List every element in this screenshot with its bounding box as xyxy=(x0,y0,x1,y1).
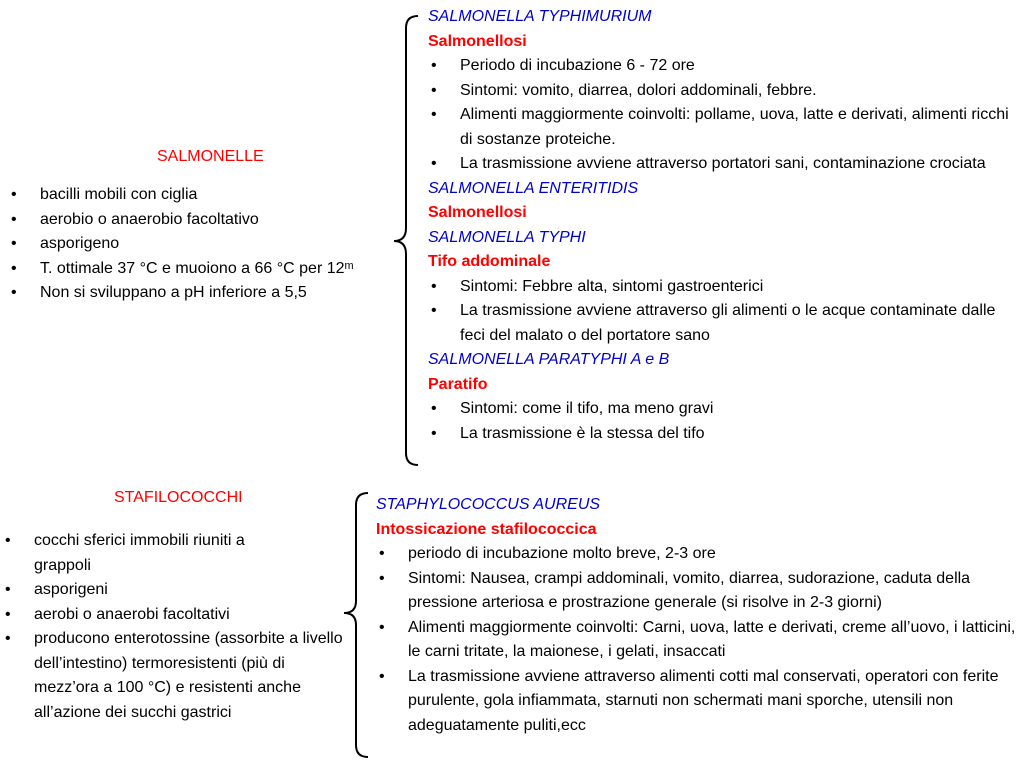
species-name: STAPHYLOCOCCUS AUREUS xyxy=(376,496,601,513)
list-item: • Sintomi: Febbre alta, sintomi gastroenterici xyxy=(428,275,1018,300)
list-item: • La trasmissione avviene attraverso portatori sani, contaminazione crociata xyxy=(428,152,1018,177)
list-item: • Sintomi: vomito, diarrea, dolori addominali, febbre. xyxy=(428,79,1018,104)
list-item: • La trasmissione è la stessa del tifo xyxy=(428,422,1018,447)
list-item: • T. ottimale 37 °C e muoiono a 66 °C per 12ᵐ xyxy=(8,257,360,282)
list-item: • Alimenti maggiormente coinvolti: pollame, uova, latte e derivati, alimenti ricchi di sostanze proteiche. xyxy=(428,103,1018,152)
disease-name: Tifo addominale xyxy=(428,253,551,270)
salmonelle-brace xyxy=(394,16,418,465)
salmonelle-title: SALMONELLE xyxy=(157,148,264,165)
list-item: • producono enterotossine (assorbite a livello dell’intestino) termoresistenti (più di mezz’ora a 100 °C) e resistenti anche all’azione dei succhi gastrici xyxy=(2,627,352,725)
list-item: • periodo di incubazione molto breve, 2-3 ore xyxy=(376,542,1020,567)
list-item: • La trasmissione avviene attraverso gli alimenti o le acque contaminate dalle feci del malato o del portatore sano xyxy=(428,299,1018,348)
list-item: • aerobi o anaerobi facoltativi xyxy=(2,603,354,628)
list-item: • aerobio o anaerobio facoltativo xyxy=(8,208,380,233)
disease-name: Paratifo xyxy=(428,375,488,393)
disease-name: Salmonellosi xyxy=(428,204,527,221)
list-item: • cocchi sferici immobili riuniti a grappoli xyxy=(2,529,302,578)
list-item: • bacilli mobili con ciglia xyxy=(8,183,380,208)
stafilococchi-title: STAFILOCOCCHI xyxy=(114,489,243,506)
species-name: SALMONELLA TYPHI xyxy=(428,228,586,246)
species-name: SALMONELLA PARATYPHI A e B xyxy=(428,351,670,368)
stafilococchi-brace xyxy=(344,493,368,757)
list-item: • Non si sviluppano a pH inferiore a 5,5 xyxy=(8,281,380,306)
list-item: • Sintomi: Nausea, crampi addominali, vomito, diarrea, sudorazione, caduta della pressione arteriosa e prostrazione generale (si risolve in 2-3 giorni) xyxy=(376,567,1020,616)
list-item: • Periodo di incubazione 6 - 72 ore xyxy=(428,54,1018,79)
list-item: • La trasmissione avviene attraverso alimenti cotti mal conservati, operatori con ferite purulente, gola infiammata, starnuti non schermati mani sporche, utensili non adeguatamente puliti,ecc xyxy=(376,665,1020,739)
list-item: • Sintomi: come il tifo, ma meno gravi xyxy=(428,397,1018,422)
list-item: • Alimenti maggiormente coinvolti: Carni, uova, latte e derivati, creme all’uovo, i latticini, le carni tritate, la maionese, i gelati, insaccati xyxy=(376,616,1020,665)
disease-name: Intossicazione stafilococcica xyxy=(376,520,597,538)
species-name: SALMONELLA TYPHIMURIUM xyxy=(428,8,652,25)
list-item: • asporigeni xyxy=(2,578,354,603)
disease-name: Salmonellosi xyxy=(428,32,527,50)
species-name: SALMONELLA ENTERITIDIS xyxy=(428,179,639,197)
list-item: • asporigeno xyxy=(8,232,380,257)
